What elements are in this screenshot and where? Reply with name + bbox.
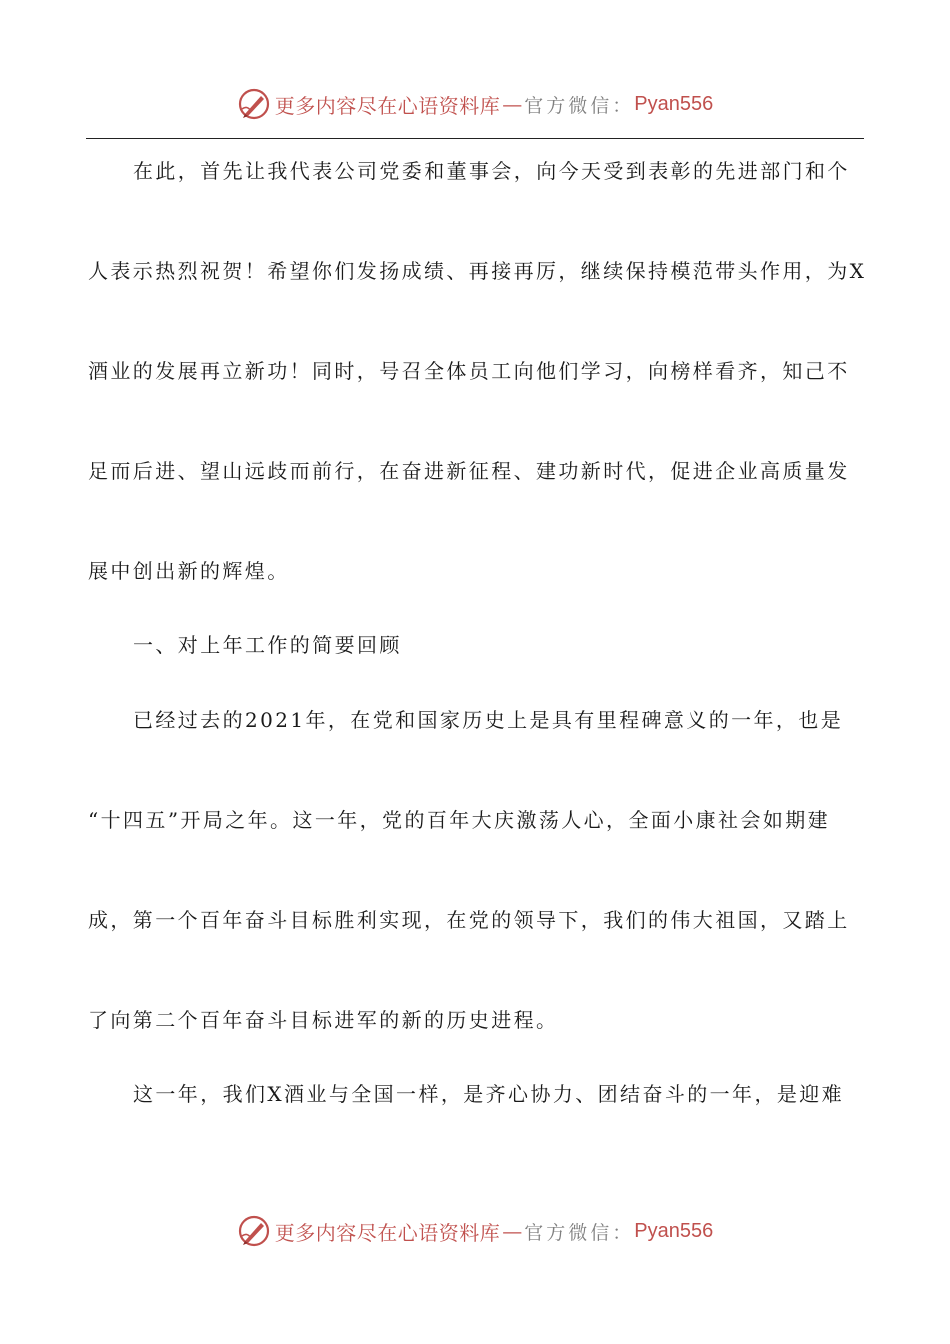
- paragraph-line: 已经过去的2021年，在党和国家历史上是具有里程碑意义的一年，也是: [133, 708, 844, 732]
- header-banner: [0, 82, 950, 126]
- pen-logo-icon: [237, 1214, 271, 1248]
- footer-wechat-label: 官方微信：: [524, 1221, 635, 1244]
- footer-banner: [0, 1209, 950, 1253]
- footer-wechat-id: Pyan556: [634, 1219, 714, 1242]
- footer-dash: —: [502, 1219, 523, 1243]
- header-wechat-label: 官方微信：: [524, 94, 635, 117]
- paragraph-line: “十四五”开局之年。这一年，党的百年大庆激荡人心，全面小康社会如期建: [88, 808, 831, 832]
- paragraph-line: 了向第二个百年奋斗目标进军的新的历史进程。: [88, 1008, 559, 1032]
- section-heading: 一、对上年工作的简要回顾: [133, 633, 402, 657]
- header-divider: [86, 138, 864, 139]
- paragraph-line: 足而后进、望山远歧而前行，在奋进新征程、建功新时代，促进企业高质量发: [88, 459, 850, 483]
- pen-logo-icon: [237, 87, 271, 121]
- paragraph-line: 成，第一个百年奋斗目标胜利实现，在党的领导下，我们的伟大祖国，又踏上: [88, 908, 850, 932]
- footer-brand-text: 更多内容尽在心语资料库: [274, 1220, 501, 1245]
- paragraph-line: 这一年，我们X酒业与全国一样，是齐心协力、团结奋斗的一年，是迎难: [133, 1082, 845, 1106]
- paragraph-line: 人表示热烈祝贺！希望你们发扬成绩、再接再厉，继续保持模范带头作用，为X: [88, 259, 867, 283]
- header-brand-text: 更多内容尽在心语资料库: [274, 93, 501, 118]
- paragraph-line: 在此，首先让我代表公司党委和董事会，向今天受到表彰的先进部门和个: [133, 159, 850, 183]
- header-wechat-id: Pyan556: [634, 92, 714, 115]
- paragraph-line: 展中创出新的辉煌。: [88, 559, 290, 583]
- header-dash: —: [502, 92, 523, 116]
- paragraph-line: 酒业的发展再立新功！同时，号召全体员工向他们学习，向榜样看齐，知己不: [88, 359, 850, 383]
